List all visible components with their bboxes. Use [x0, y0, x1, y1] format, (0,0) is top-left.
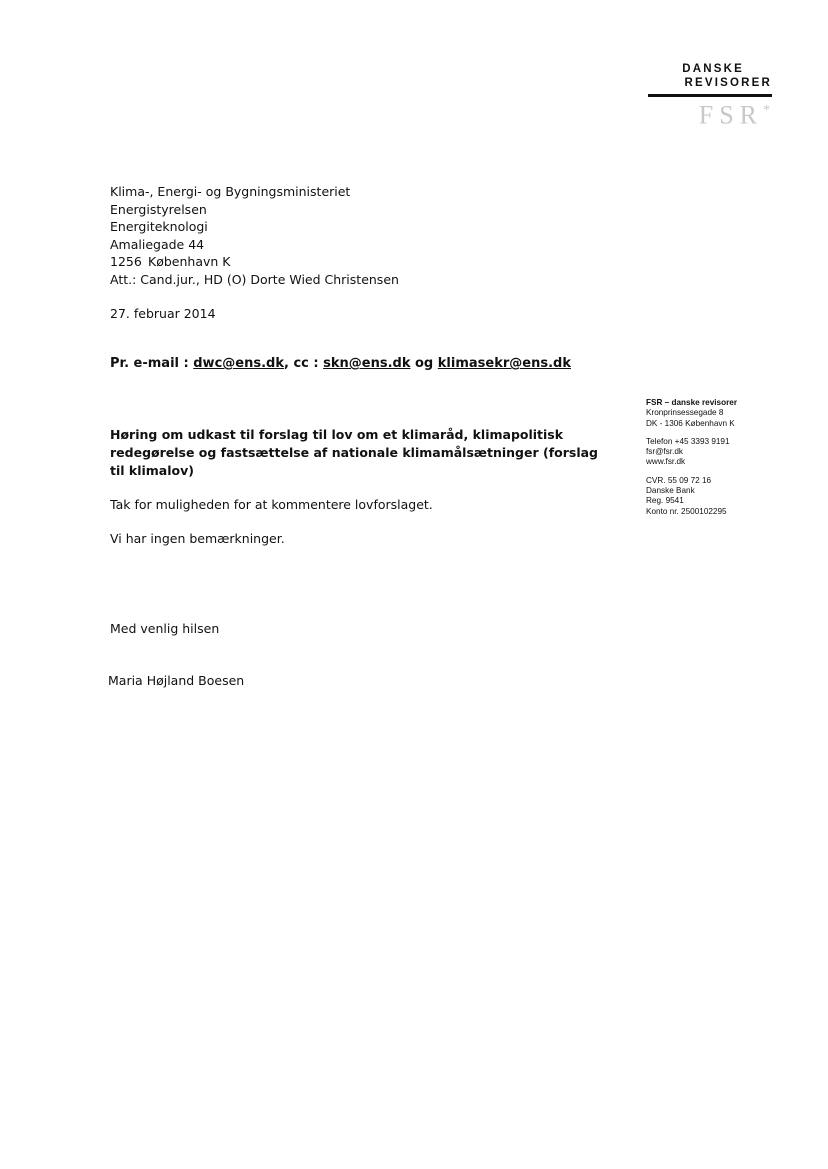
sender-phone: Telefon +45 3393 9191	[646, 436, 730, 446]
recipient-department: Energiteknologi	[110, 219, 208, 235]
recipient-attention: Att.: Cand.jur., HD (O) Dorte Wied Christensen	[110, 271, 399, 287]
logo-line-danske: DANSKE	[682, 63, 744, 75]
sender-bank: Danske Bank	[646, 486, 695, 496]
email-prefix: Pr. e-mail :	[110, 356, 189, 371]
email-link-dwc[interactable]: dwc@ens.dk	[193, 356, 284, 371]
sender-street: Kronprinsessegade 8	[646, 408, 724, 418]
email-line	[110, 356, 571, 371]
recipient-agency: Energistyrelsen	[110, 201, 207, 217]
logo-fsr-mark	[642, 99, 772, 128]
email-link-skn[interactable]: skn@ens.dk	[323, 356, 411, 371]
sender-web: www.fsr.dk	[646, 457, 686, 467]
recipient-address	[110, 183, 399, 289]
sender-address-block	[646, 398, 737, 429]
sender-contact-block	[646, 437, 737, 468]
sender-cvr: CVR. 55 09 72 16	[646, 475, 712, 485]
letter-date: 27. februar 2014	[110, 306, 216, 321]
recipient-postal	[110, 253, 399, 271]
letter-subject: Høring om udkast til forslag til lov om et klimaråd, klimapolitisk redegørelse og fastsættelse af nationale klimamålsætninger (forslag til klimalov)	[110, 427, 598, 478]
email-cc-label: , cc :	[283, 356, 319, 371]
letter-closing: Med venlig hilsen	[110, 621, 220, 636]
recipient-street: Amaliegade 44	[110, 236, 205, 252]
sender-org: FSR – danske revisorer	[646, 398, 738, 407]
email-link-klimasekr[interactable]: klimasekr@ens.dk	[437, 356, 571, 371]
logo-fsr-text: FSR	[698, 100, 763, 130]
sender-konto: Konto nr. 2500102295	[646, 506, 727, 516]
logo-line-revisorer: REVISORER	[684, 77, 772, 89]
sender-bank-block	[646, 476, 737, 517]
recipient-city: København K	[148, 254, 231, 270]
logo-rule	[648, 94, 772, 97]
body-paragraph-remarks: Vi har ingen bemærkninger.	[110, 531, 285, 546]
sender-email: fsr@fsr.dk	[646, 447, 683, 457]
sender-reg: Reg. 9541	[646, 496, 684, 506]
recipient-postcode: 1256	[110, 254, 142, 270]
body-paragraph-thanks: Tak for muligheden for at kommentere lovforslaget.	[110, 497, 433, 512]
company-logo	[642, 62, 772, 128]
sender-postal: DK - 1306 København K	[646, 418, 735, 428]
sender-info-sidebar	[646, 398, 737, 525]
signer-name: Maria Højland Boesen	[108, 673, 245, 688]
recipient-ministry: Klima-, Energi- og Bygningsministeriet	[110, 184, 351, 199]
logo-fsr-symbol: *	[763, 103, 770, 118]
email-og: og	[415, 356, 434, 371]
